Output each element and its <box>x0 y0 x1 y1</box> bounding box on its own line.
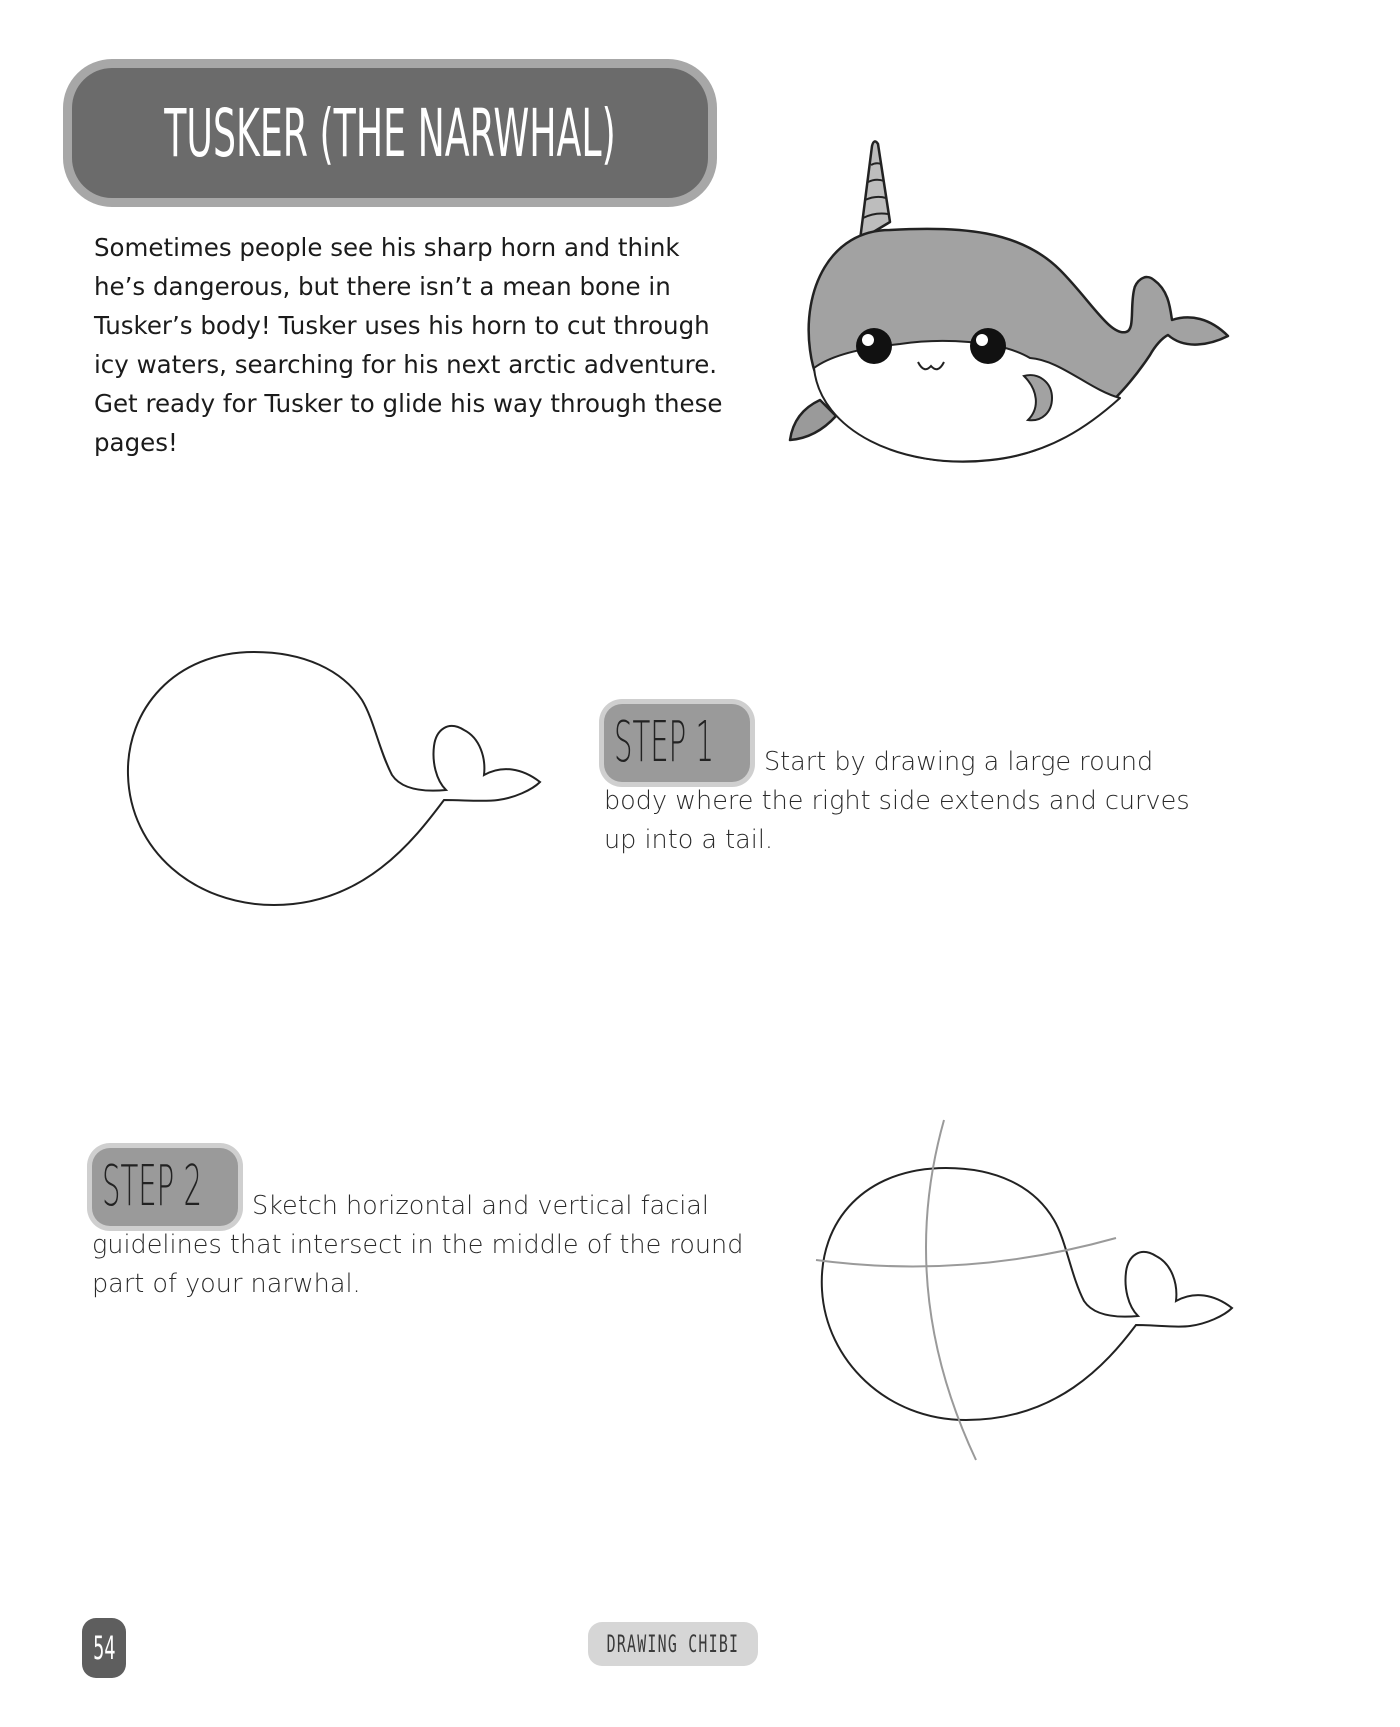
page-number: 54 <box>92 1629 116 1667</box>
page-title: TUSKER (THE NARWHAL) <box>164 94 616 172</box>
book-title: DRAWING CHIBI <box>606 1630 740 1658</box>
step1-text: Start by drawing a large round body where the right side extends and curves up into a tail. <box>604 747 1190 855</box>
step1-block <box>604 704 1224 860</box>
page-title-banner <box>72 68 708 198</box>
step1-badge: STEP 1 <box>604 704 750 782</box>
step1-sketch <box>124 650 554 910</box>
step2-block <box>92 1148 772 1304</box>
intro-paragraph: Sometimes people see his sharp horn and think he’s dangerous, but there isn’t a mean bone in Tusker’s body! Tusker uses his horn to cut through icy waters, searching for his next arctic adventure. Get ready for Tusker to glide his way through these pages! <box>94 233 723 457</box>
step2-sketch <box>816 1120 1246 1470</box>
page-number-badge <box>82 1618 126 1678</box>
book-title-badge <box>588 1622 758 1666</box>
step2-text: Sketch horizontal and vertical facial guidelines that intersect in the middle of the round part of your narwhal. <box>92 1191 744 1299</box>
step2-badge: STEP 2 <box>92 1148 238 1226</box>
narwhal-finished-illustration <box>790 140 1250 500</box>
